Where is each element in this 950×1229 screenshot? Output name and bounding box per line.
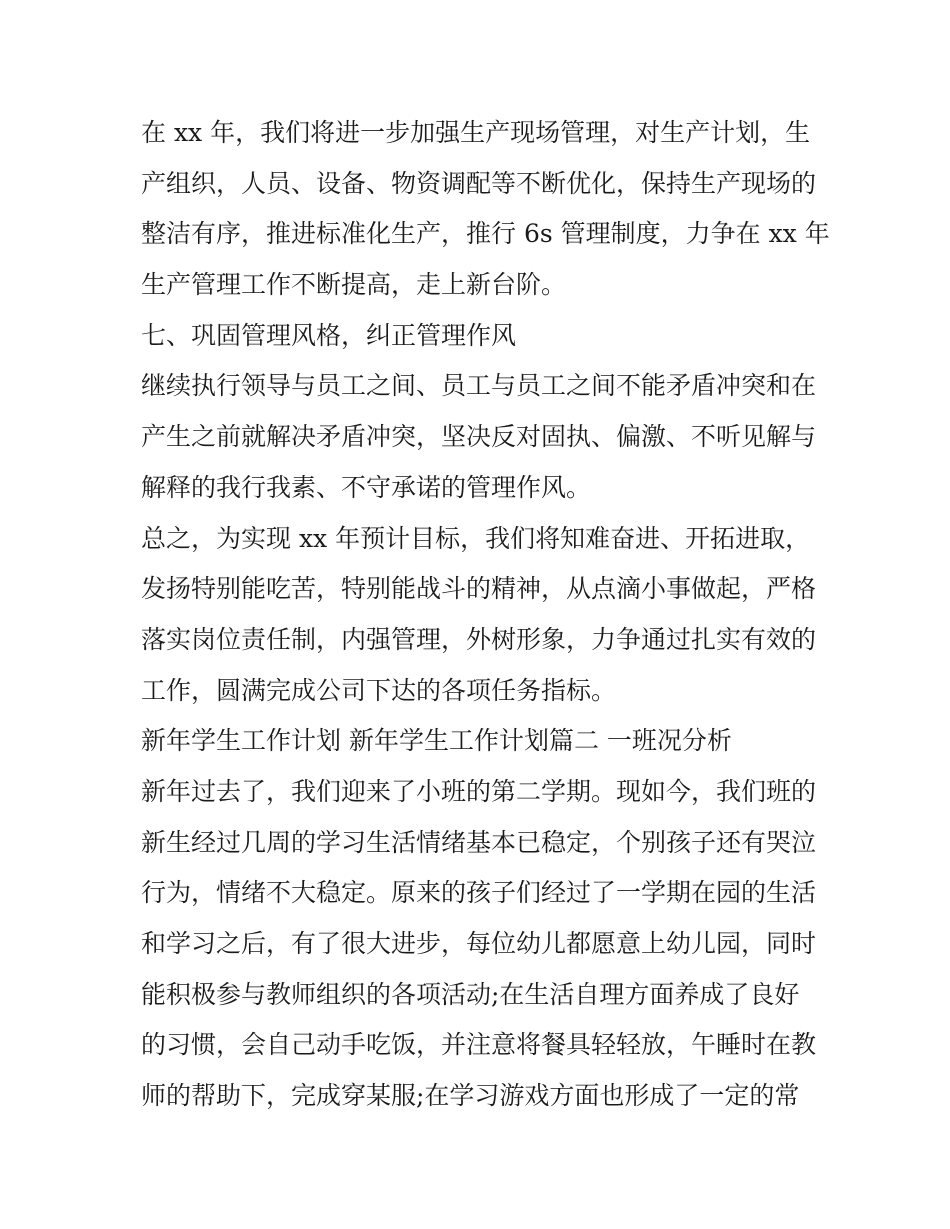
text-line: 师的帮助下，完成穿某服;在学习游戏方面也形成了一定的常	[141, 1081, 800, 1111]
document-body	[141, 108, 830, 1122]
text-line: 行为，情绪不大稳定。原来的孩子们经过了一学期在园的生活	[141, 878, 817, 908]
section-heading: 七、巩固管理风格，纠正管理作风	[141, 320, 517, 350]
text-line: 整洁有序，推进标准化生产，推行 6s 管理制度，力争在 xx 年	[141, 219, 830, 249]
text-line: 工作，圆满完成公司下达的各项任务指标。	[141, 675, 617, 705]
text-line: 的习惯，会自己动手吃饭，并注意将餐具轻轻放，午睡时在教	[141, 1030, 817, 1060]
text-line: 继续执行领导与员工之间、员工与员工之间不能矛盾冲突和在	[141, 371, 817, 401]
text-line: 新生经过几周的学习生活情绪基本已稳定，个别孩子还有哭泣	[141, 827, 817, 857]
text-line: 解释的我行我素、不守承诺的管理作风。	[141, 472, 592, 502]
text-line: 新年过去了，我们迎来了小班的第二学期。现如今，我们班的	[141, 776, 817, 806]
section-heading: 新年学生工作计划 新年学生工作计划篇二 一班况分析	[141, 726, 732, 756]
text-line: 总之，为实现 xx 年预计目标，我们将知难奋进、开拓进取，	[141, 523, 811, 553]
text-line: 能积极参与教师组织的各项活动;在生活自理方面养成了良好	[141, 979, 800, 1009]
text-line: 在 xx 年，我们将进一步加强生产现场管理，对生产计划，生	[141, 118, 811, 147]
text-line: 生产管理工作不断提高，走上新台阶。	[141, 270, 567, 300]
text-line: 产生之前就解决矛盾冲突，坚决反对固执、偏激、不听见解与	[141, 422, 817, 452]
text-line: 落实岗位责任制，内强管理，外树形象，力争通过扎实有效的	[141, 624, 817, 654]
text-line: 和学习之后，有了很大进步，每位幼儿都愿意上幼儿园，同时	[141, 929, 817, 958]
text-line: 产组织，人员、设备、物资调配等不断优化，保持生产现场的	[141, 168, 817, 198]
text-line: 发扬特别能吃苦，特别能战斗的精神，从点滴小事做起，严格	[141, 574, 817, 604]
